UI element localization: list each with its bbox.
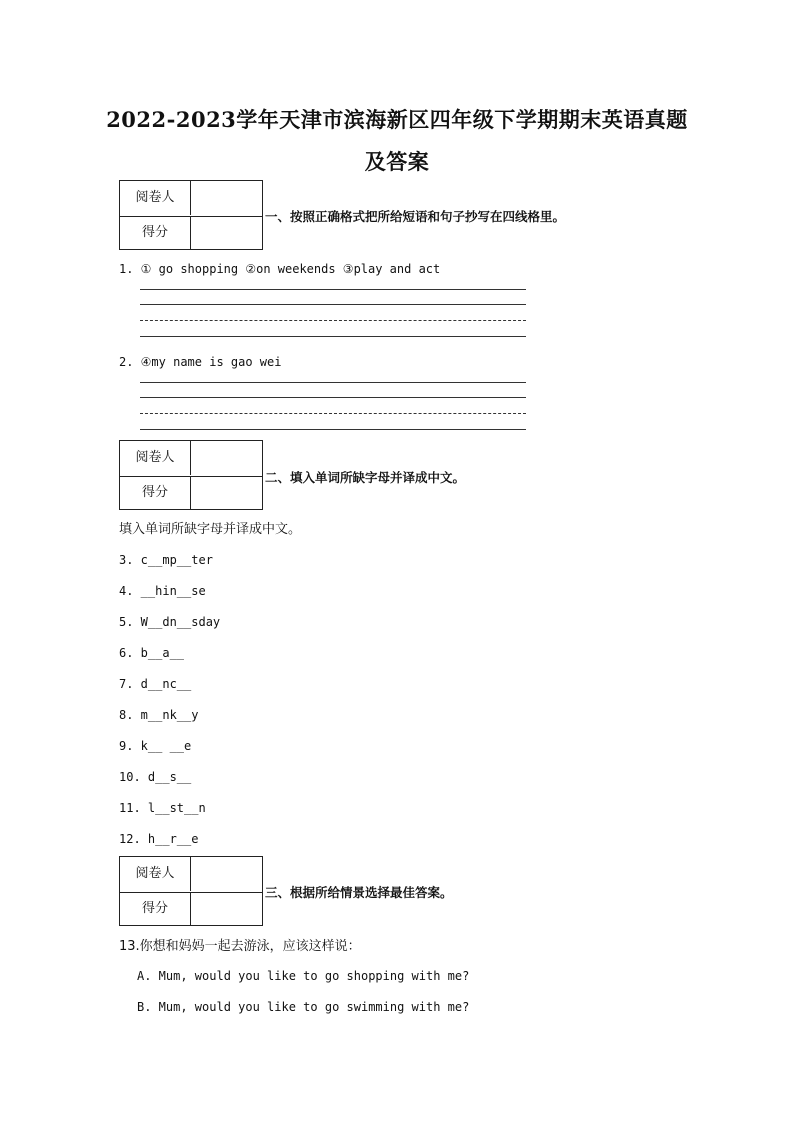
fill-item: 6. b__a__ <box>119 646 185 660</box>
reviewer-label: 阅卷人 <box>120 857 191 891</box>
section-2-instruction: 填入单词所缺字母并译成中文。 <box>119 522 302 537</box>
fill-item: 10. d__s__ <box>119 770 192 784</box>
reviewer-cell <box>191 181 262 215</box>
fill-item: 9. k__ __e <box>119 739 192 753</box>
option-a: A. Mum, would you like to go shopping with me? <box>137 969 470 983</box>
score-cell <box>191 892 262 926</box>
reviewer-cell <box>191 857 262 891</box>
document-title-line-2: 及答案 <box>364 149 430 174</box>
fill-item: 3. c__mp__ter <box>119 553 213 567</box>
four-line-grid <box>140 382 526 430</box>
section-1-heading: 一、按照正确格式把所给短语和句子抄写在四线格里。 <box>265 209 566 224</box>
four-line-grid <box>140 289 526 337</box>
score-table <box>119 440 263 510</box>
section-3-heading: 三、根据所给情景选择最佳答案。 <box>265 885 453 900</box>
question-13-stem: 13.你想和妈妈一起去游泳，应该这样说： <box>119 939 361 954</box>
fill-item: 11. l__st__n <box>119 801 206 815</box>
score-label: 得分 <box>120 892 191 926</box>
fill-item: 7. d__nc__ <box>119 677 192 691</box>
document-title-line-1: 2022-2023学年天津市滨海新区四年级下学期期末英语真题 <box>106 107 688 132</box>
option-b: B. Mum, would you like to go swimming with me? <box>137 1000 470 1014</box>
reviewer-cell <box>191 441 262 475</box>
fill-item: 5. W__dn__sday <box>119 615 221 629</box>
score-table <box>119 180 263 250</box>
question-1: 1. ① go shopping ②on weekends ③play and act <box>119 262 441 276</box>
score-label: 得分 <box>120 216 191 250</box>
score-cell <box>191 476 262 510</box>
reviewer-label: 阅卷人 <box>120 181 191 215</box>
fill-item: 12. h__r__e <box>119 832 199 846</box>
reviewer-label: 阅卷人 <box>120 441 191 475</box>
section-2-heading: 二、填入单词所缺字母并译成中文。 <box>265 470 466 485</box>
score-table <box>119 856 263 926</box>
fill-item: 8. m__nk__y <box>119 708 199 722</box>
fill-item: 4. __hin__se <box>119 584 206 598</box>
score-cell <box>191 216 262 250</box>
question-2: 2. ④my name is gao wei <box>119 355 282 369</box>
score-label: 得分 <box>120 476 191 510</box>
